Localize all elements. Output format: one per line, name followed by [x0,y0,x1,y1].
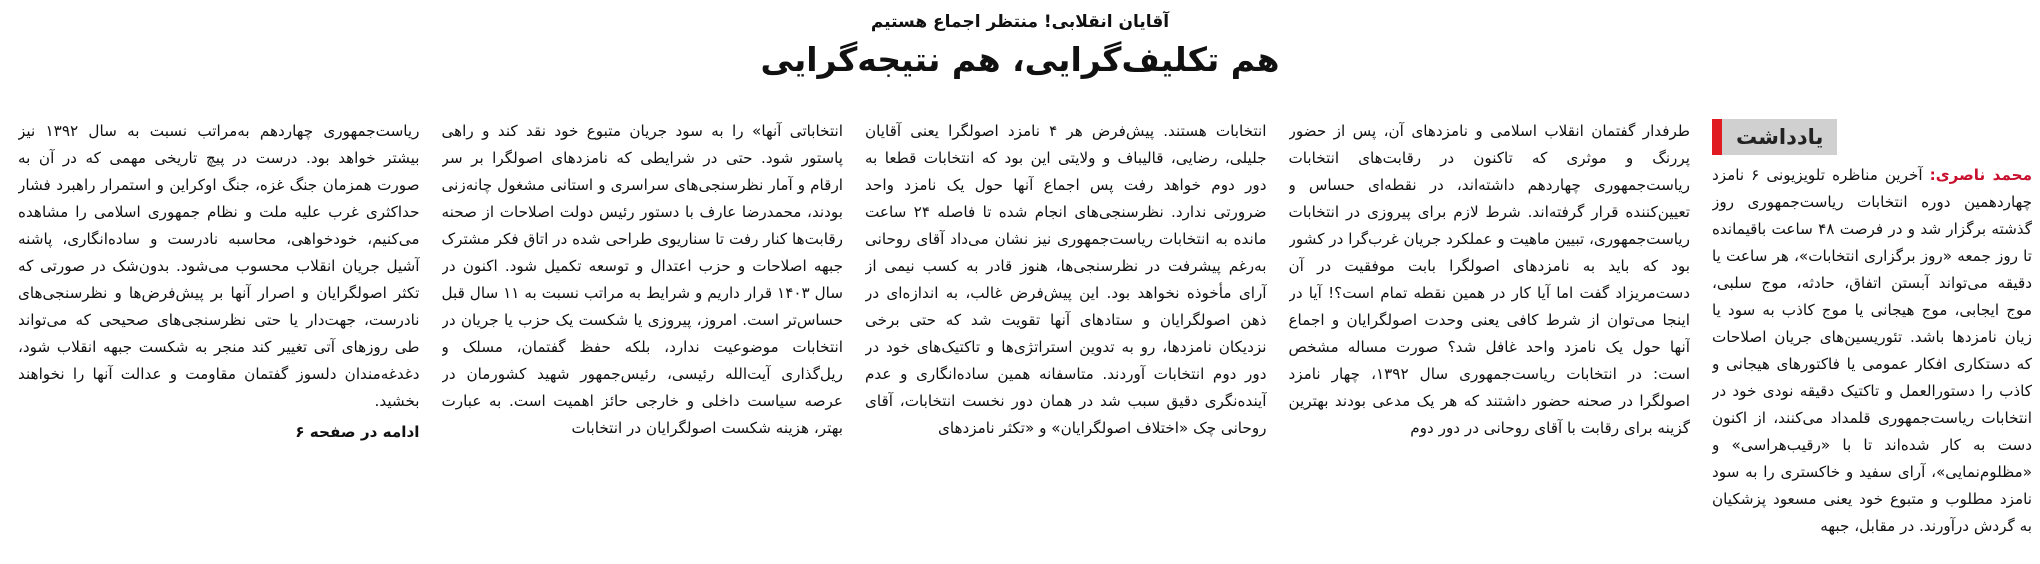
column-text [1712,162,2032,540]
continued-note: ادامه در صفحه ۶ [295,423,420,441]
article-column-5 [18,118,420,558]
section-marker [1712,119,1722,155]
article-columns [18,118,2032,558]
column-5-body: ریاست‌جمهوری چهاردهم به‌مراتب نسبت به سال ۱۳۹۲ نیز بیشتر خواهد بود. درست در پیچ تاریخی مهمی که در آن به صورت همزمان جنگ غزه، جنگ اوکراین و استمرار راهبرد فشار حداکثری غرب علیه ملت و نظام جمهوری اسلامی را مشاهده می‌کنیم، خودخواهی، محاسبه نادرست و ساده‌انگاری، پاشنه آشیل جریان انقلاب محسوب می‌شود. بدون‌شک در صورتی که تکثر اصولگرایان و اصرار آنها بر پیش‌فرض‌ها و نظرسنجی‌های نادرست، جهت‌دار یا حتی نظرسنجی‌های صحیحی که می‌تواند طی روزهای آتی تغییر کند منجر به شکست جبهه انقلاب شود، دغدغه‌مندان دلسوز گفتمان مقاومت و عدالت آنها را نخواهند بخشید. [18,122,420,410]
section-label [1712,118,2032,156]
article-column-1 [1712,118,2032,558]
article-headline: هم تکلیف‌گرایی، هم نتیجه‌گرایی [760,40,1280,79]
article-column-4 [442,118,844,558]
article-kicker: آقایان انقلابی! منتظر اجماع هستیم [870,12,1170,32]
section-label-text: یادداشت [1722,119,1837,155]
column-4-body: انتخاباتی آنها» را به سود جریان متبوع خود نقد کند و راهی پاستور شود. حتی در شرایطی که نامزدهای اصولگرا بر سر ارقام و آمار نظرسنجی‌های سراسری و استانی مشغول چانه‌زنی بودند، محمدرضا عارف با دستور رئیس دولت اصلاحات از صحنه رقابت‌ها کنار رفت تا سناریوی طراحی شده در اتاق فکر مشترک جبهه اصلاحات و حزب اعتدال و توسعه تکمیل شود. اکنون در سال ۱۴۰۳ قرار داریم و شرایط به مراتب نسبت به ۱۱ سال قبل حساس‌تر است. امروز، پیروزی یا شکست یک حزب یا جریان در انتخابات موضوعیت ندارد، بلکه حفظ گفتمان، مسلک و ریل‌گذاری آیت‌الله رئیسی، رئیس‌جمهور شهید کشورمان در عرصه سیاست داخلی و خارجی حائز اهمیت است. به عبارت بهتر، هزینه شکست اصولگرایان در انتخابات [441,122,843,437]
column-2-body: طرفدار گفتمان انقلاب اسلامی و نامزدهای آن، پس از حضور پررنگ و موثری که تاکنون در رقابت‌های انتخابات ریاست‌جمهوری چهاردهم داشته‌اند، در نقطه‌ای حساس و تعیین‌کننده قرار گرفته‌اند. شرط لازم برای پیروزی در انتخابات ریاست‌جمهوری، تبیین ماهیت و عملکرد جریان غرب‌گرا در کشور بود که باید به نامزدهای اصولگرا بابت موفقیت در آن دست‌مریزاد گفت اما آیا کار در همین نقطه تمام است؟! آیا در اینجا می‌توان از شرط کافی یعنی وحدت اصولگرایان و اجماع آنها حول یک نامزد واحد غافل شد؟ صورت مساله مشخص است: در انتخابات ریاست‌جمهوری سال ۱۳۹۲، چهار نامزد اصولگرا در صحنه حضور داشتند که هر یک مدعی بودند بهترین گزینه برای رقابت با آقای روحانی در دور دوم [1288,122,1690,437]
article-column-3 [865,118,1267,558]
article-column-2 [1289,118,1691,558]
author-name: محمد ناصری: [1929,166,2032,184]
column-1-body: آخرین مناظره تلویزیونی ۶ نامزد چهاردهمین دوره انتخابات ریاست‌جمهوری روز گذشته برگزار شد و در فرصت ۴۸ ساعت باقیمانده تا روز جمعه «روز برگزاری انتخابات»، هر ساعت یا دقیقه می‌تواند آبستن اتفاق، حادثه، موج سلبی، موج ایجابی، موج هیجانی یا موج کاذب به سود یا زیان نامزدها باشد. تئوریسین‌های جریان اصلاحات که دستکاری افکار عمومی یا فاکتورهای هیجانی و کاذب را دستورالعمل و تاکتیک دقیقه نودی خود در انتخابات ریاست‌جمهوری قلمداد می‌کنند، از اکنون دست به کار شده‌اند تا با «رقیب‌هراسی» و «مظلوم‌نمایی»، آرای سفید و خاکستری را به سود نامزد مطلوب و متبوع خود یعنی مسعود پزشکیان به گردش درآورند. در مقابل، جبهه [1712,166,2032,535]
column-3-body: انتخابات هستند. پیش‌فرض هر ۴ نامزد اصولگرا یعنی آقایان جلیلی، رضایی، قالیباف و ولایتی این بود که انتخابات قطعا به دور دوم خواهد رفت پس اجماع آنها حول یک نامزد واحد ضرورتی ندارد. نظرسنجی‌های انجام شده تا فاصله ۲۴ ساعت مانده به انتخابات ریاست‌جمهوری نیز نشان می‌داد آقای روحانی به‌رغم پیشرفت در نظرسنجی‌ها، هنوز قادر به کسب نیمی از آرای مأخوذه نخواهد بود. این پیش‌فرض غالب، به اندازه‌ای در ذهن اصولگرایان و ستادهای آنها تقویت شد که حتی برخی نزدیکان نامزدها، رو به تدوین استراتژی‌ها و تاکتیک‌های خود در دور دوم انتخابات آوردند. متاسفانه همین ساده‌انگاری و عدم آینده‌نگری دقیق سبب شد در همان دور نخست انتخابات، آقای روحانی چک «اختلاف اصولگرایان» و «تکثر نامزدهای [865,122,1267,437]
